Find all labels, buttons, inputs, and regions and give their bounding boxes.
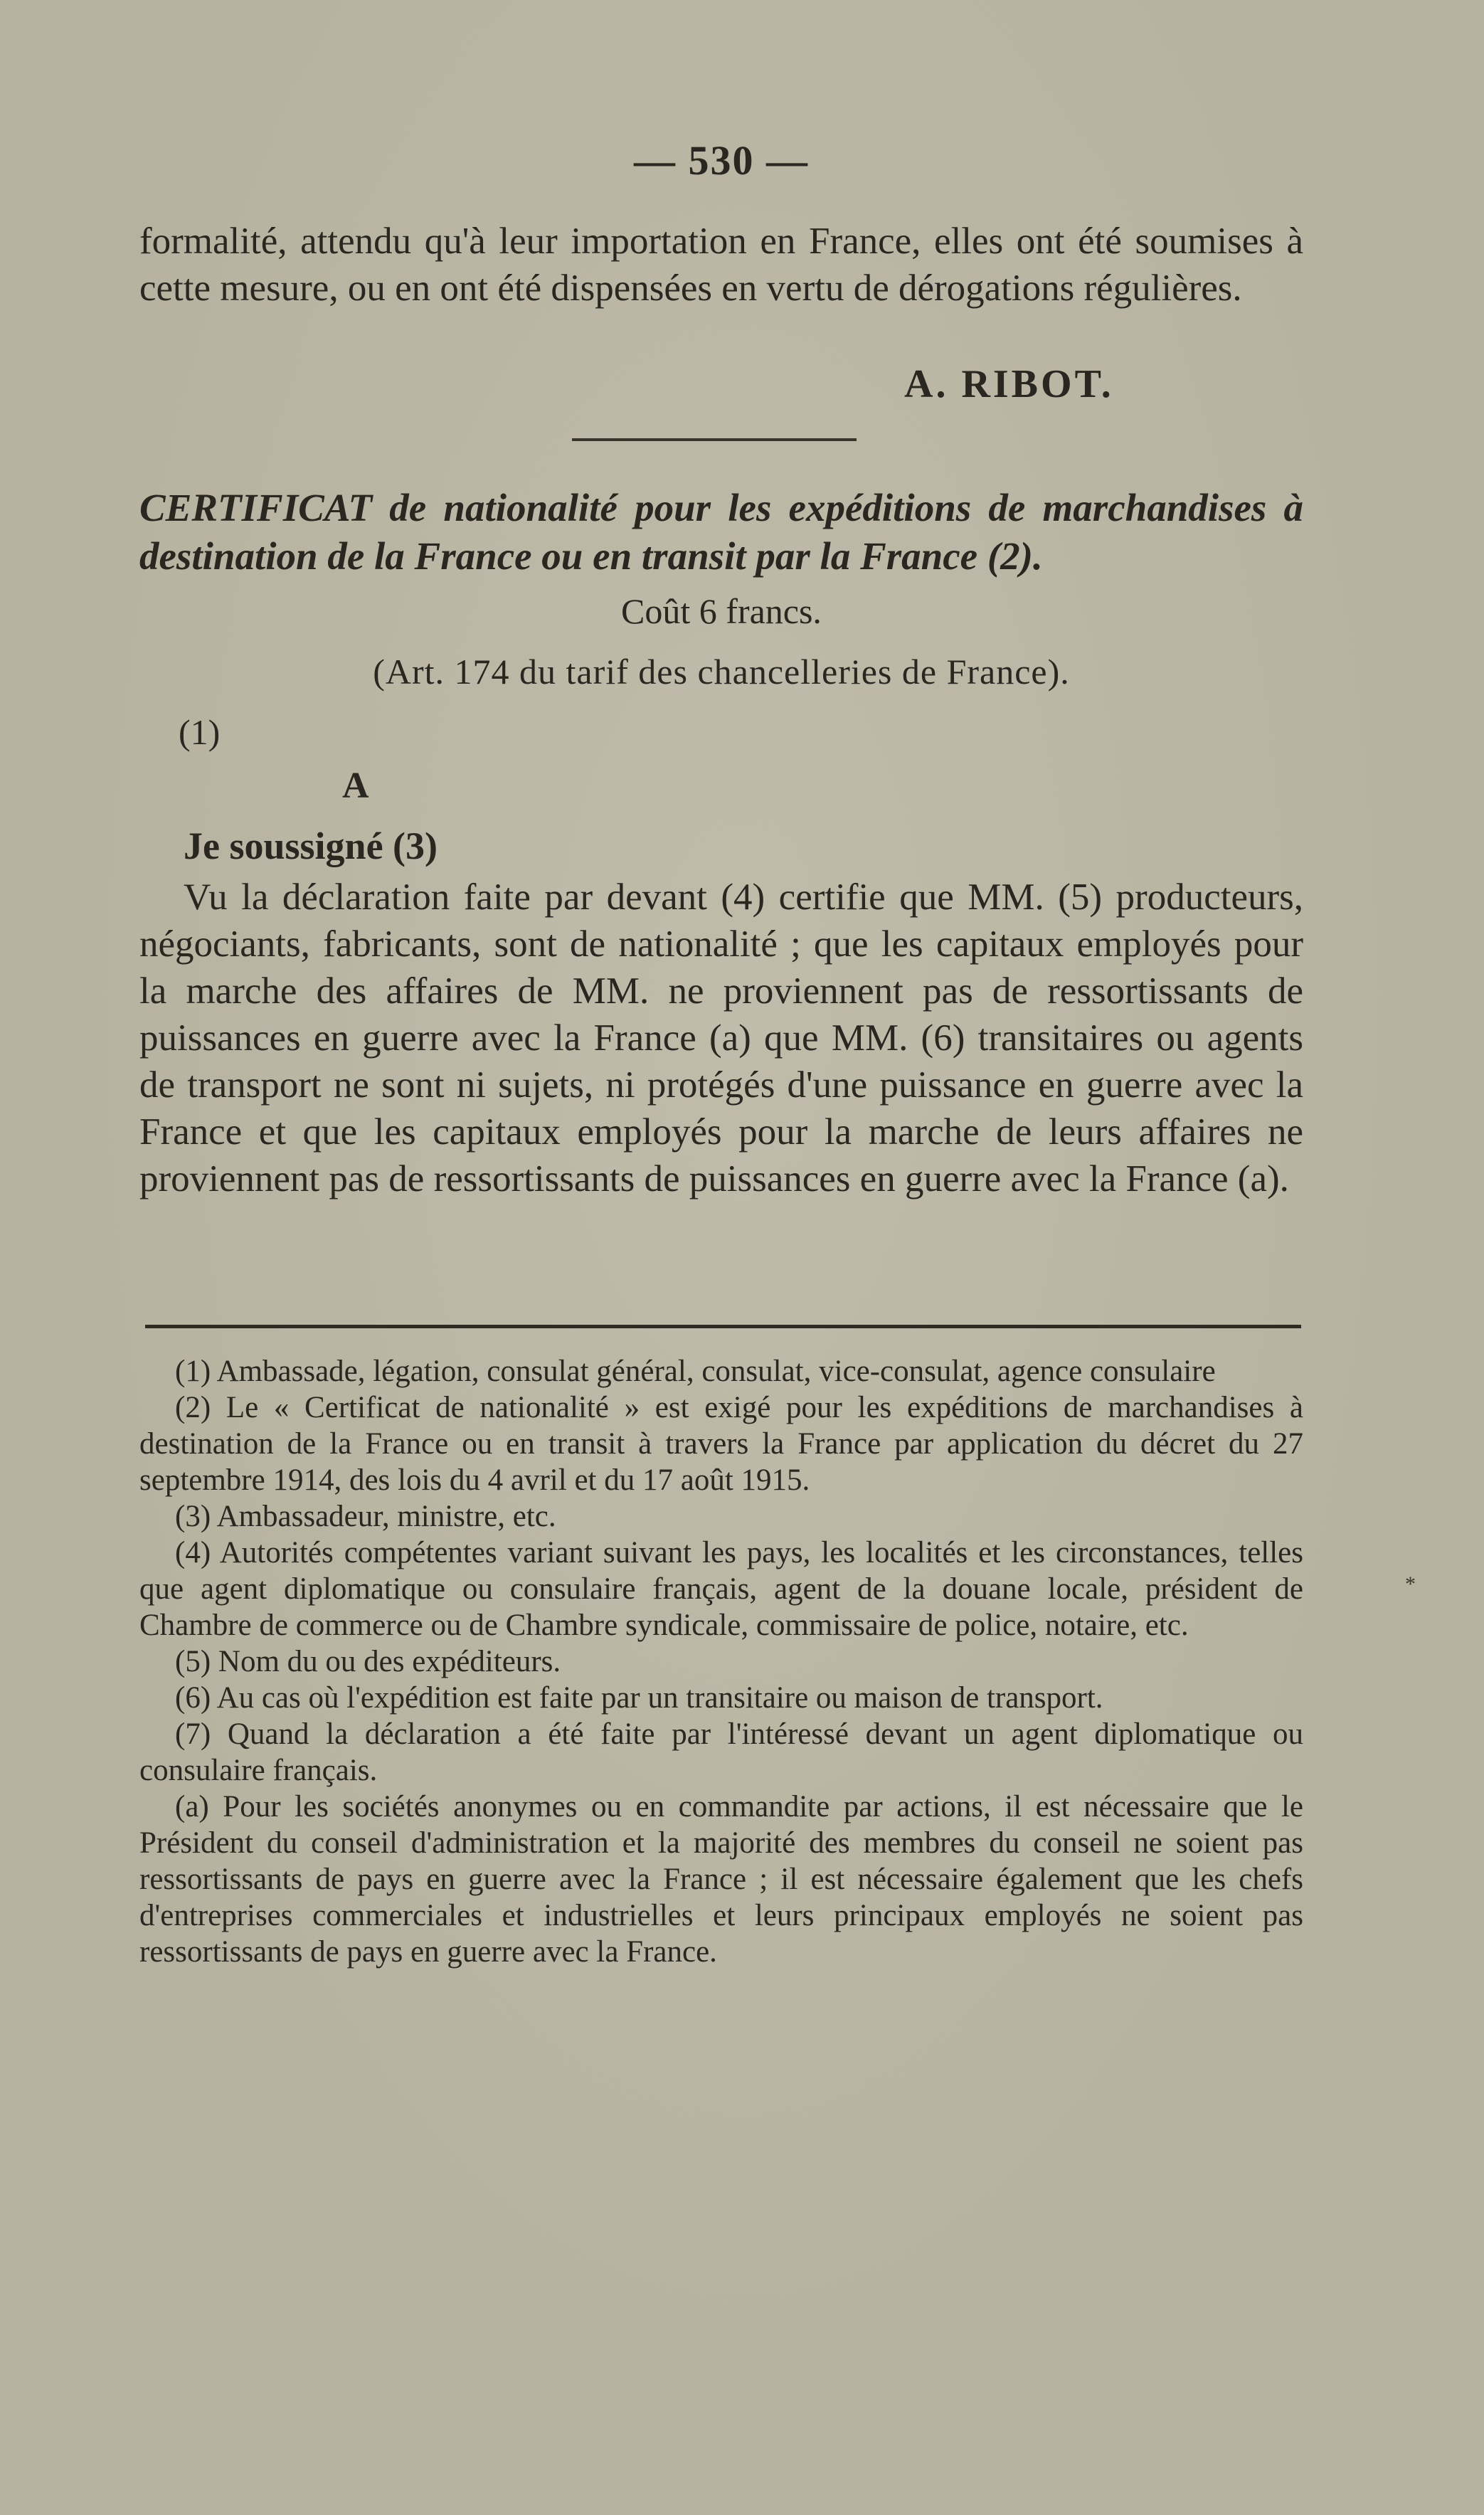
footnote-4: (4) Autorités compétentes variant suivant les pays, les localités et les circonstances, telles que agent diplomatique ou consulaire français, agent de la douane locale, président de Chambre de commerce ou de Chambre syndicale, commissaire de police, notaire, etc. xyxy=(139,1536,1303,1642)
footnote-6: (6) Au cas où l'expédition est faite par un transitaire ou maison de transport. xyxy=(175,1681,1103,1715)
declaration-paragraph: Vu la déclaration faite par devant (4) certifie que MM. (5) producteurs, négociants, fabricants, sont de nationalité ; que les capitaux employés pour la marche des affaires de MM. ne proviennent pas de ressortissants de puissances en guerre avec la France (a) que MM. (6) transitaires ou agents de transport ne sont ni sujets, ni protégés d'une puissance en guerre avec la France et que les capitaux employés pour la marche de leurs affaires ne proviennent pas de ressortissants de puissances en guerre avec la France (a). xyxy=(139,877,1303,1200)
certificate-cost: Coût 6 francs. xyxy=(621,591,822,631)
footnote-a: (a) Pour les sociétés anonymes ou en commandite par actions, il est nécessaire que le Président du conseil d'administration et la majorité des membres du conseil ne soient pas ressortissants de pays en guerre avec la France ; il est nécessaire également que les chefs d'entreprises commerciales et industrielles et leurs principaux employés ne soient pas ressortissants de pays en guerre avec la France. xyxy=(139,1790,1303,1969)
declaration-block xyxy=(139,874,1303,1202)
form-letter: A xyxy=(342,766,369,806)
signature: A. RIBOT. xyxy=(904,362,1114,406)
footnotes xyxy=(139,1353,1303,1970)
footnote-3: (3) Ambassadeur, ministre, etc. xyxy=(175,1500,556,1533)
undersigned-line: Je soussigné (3) xyxy=(184,825,438,867)
margin-mark: * xyxy=(1405,1572,1416,1596)
footnote-7: (7) Quand la déclaration a été faite par l'intéressé devant un agent diplomatique ou consulaire français. xyxy=(139,1717,1303,1787)
page-number: — 530 — xyxy=(634,137,809,184)
footnote-divider xyxy=(145,1325,1301,1328)
opening-paragraph: formalité, attendu qu'à leur importation en France, elles ont été soumises à cette mesure, ou en ont été dispensées en vertu de dérogations régulières. xyxy=(139,221,1303,309)
opening-paragraph-block xyxy=(139,218,1303,312)
footnote-2: (2) Le « Certificat de nationalité » est exigé pour les expéditions de marchandises à destination de la France ou en transit à travers la France par application du décret du 27 septembre 1914, des lois du 4 avril et du 17 août 1915. xyxy=(139,1391,1303,1497)
section-divider xyxy=(572,438,857,441)
footnote-1: (1) Ambassade, légation, consulat général, consulat, vice-consulat, agence consulaire xyxy=(175,1355,1216,1388)
footnote-5: (5) Nom du ou des expéditeurs. xyxy=(175,1645,561,1678)
certificate-article: (Art. 174 du tarif des chancelleries de France). xyxy=(373,652,1070,692)
certificate-title: CERTIFICAT de nationalité pour les expéditions de marchandises à destination de la France ou en transit par la France (2). xyxy=(139,486,1303,578)
form-mark: (1) xyxy=(179,712,221,752)
